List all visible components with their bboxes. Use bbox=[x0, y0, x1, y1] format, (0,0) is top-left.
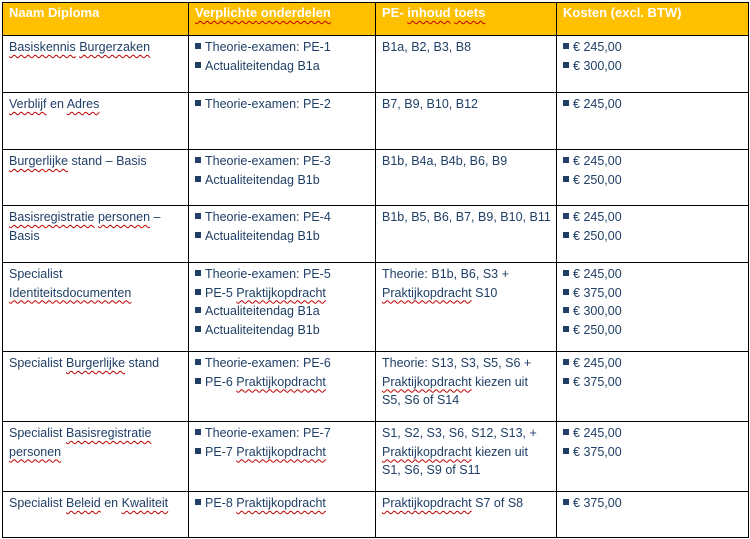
costs-cell bbox=[557, 93, 749, 150]
diploma-name-cell bbox=[3, 150, 189, 206]
required-parts-cell bbox=[189, 150, 376, 206]
header-row bbox=[3, 3, 749, 36]
table-row bbox=[3, 206, 749, 263]
diploma-name-line: Basis bbox=[9, 228, 40, 243]
exam-content-line: B7, B9, B10, B12 bbox=[382, 97, 478, 111]
square-bullet-icon bbox=[195, 43, 201, 49]
diploma-name-cell bbox=[3, 93, 189, 150]
required-parts-cell bbox=[189, 492, 376, 538]
required-parts-line: Theorie-examen: PE-5 bbox=[195, 265, 370, 284]
required-parts-line: PE-6 Praktijkopdracht bbox=[195, 373, 370, 392]
exam-content-cell bbox=[376, 150, 557, 206]
costs-line: € 375,00 bbox=[563, 373, 743, 392]
diploma-name-line: Burgerlijke stand – Basis bbox=[9, 154, 147, 168]
costs-cell bbox=[557, 263, 749, 352]
costs-cell bbox=[557, 352, 749, 422]
table-body bbox=[3, 36, 749, 538]
required-parts-cell bbox=[189, 206, 376, 263]
diploma-name-cell bbox=[3, 492, 189, 538]
square-bullet-icon bbox=[195, 289, 201, 295]
exam-content-cell bbox=[376, 206, 557, 263]
square-bullet-icon bbox=[195, 232, 201, 238]
costs-line: € 375,00 bbox=[563, 494, 743, 513]
square-bullet-icon bbox=[563, 157, 569, 163]
costs-line: € 375,00 bbox=[563, 443, 743, 462]
square-bullet-icon bbox=[563, 448, 569, 454]
costs-line: € 375,00 bbox=[563, 284, 743, 303]
table-row bbox=[3, 492, 749, 538]
square-bullet-icon bbox=[563, 429, 569, 435]
costs-line: € 245,00 bbox=[563, 95, 743, 114]
diploma-name-line: Identiteitsdocumenten bbox=[9, 285, 132, 300]
costs-line: € 245,00 bbox=[563, 265, 743, 284]
square-bullet-icon bbox=[563, 359, 569, 365]
costs-line: € 250,00 bbox=[563, 171, 743, 190]
required-parts-line: Theorie-examen: PE-7 bbox=[195, 424, 370, 443]
required-parts-line: Actualiteitendag B1a bbox=[195, 302, 370, 321]
diploma-name-line: Specialist bbox=[9, 267, 63, 281]
required-parts-line: PE-8 Praktijkopdracht bbox=[195, 494, 370, 513]
costs-cell bbox=[557, 206, 749, 263]
square-bullet-icon bbox=[195, 429, 201, 435]
header-kosten: Kosten (excl. BTW) bbox=[557, 3, 749, 36]
exam-content-line: S1, S2, S3, S6, S12, S13, + bbox=[382, 426, 537, 440]
costs-cell bbox=[557, 36, 749, 93]
square-bullet-icon bbox=[195, 100, 201, 106]
diploma-name-line: Basisregistratie personen – bbox=[9, 210, 161, 224]
required-parts-line: PE-5 Praktijkopdracht bbox=[195, 284, 370, 303]
exam-content-cell bbox=[376, 93, 557, 150]
diploma-name-cell bbox=[3, 206, 189, 263]
square-bullet-icon bbox=[563, 213, 569, 219]
costs-cell bbox=[557, 492, 749, 538]
required-parts-line: Theorie-examen: PE-3 bbox=[195, 152, 370, 171]
square-bullet-icon bbox=[563, 499, 569, 505]
diploma-name-line: Specialist Beleid en Kwaliteit bbox=[9, 496, 169, 510]
square-bullet-icon bbox=[563, 176, 569, 182]
costs-cell bbox=[557, 150, 749, 206]
exam-content-cell bbox=[376, 36, 557, 93]
table-row bbox=[3, 36, 749, 93]
exam-content-cell bbox=[376, 492, 557, 538]
exam-content-cell bbox=[376, 263, 557, 352]
diploma-name-cell bbox=[3, 422, 189, 492]
exam-content-line: Theorie: S13, S3, S5, S6 + bbox=[382, 356, 532, 370]
square-bullet-icon bbox=[195, 176, 201, 182]
square-bullet-icon bbox=[563, 232, 569, 238]
costs-line: € 245,00 bbox=[563, 152, 743, 171]
required-parts-line: Actualiteitendag B1a bbox=[195, 57, 370, 76]
diploma-name-cell bbox=[3, 263, 189, 352]
diploma-name-cell bbox=[3, 352, 189, 422]
costs-line: € 300,00 bbox=[563, 57, 743, 76]
exam-content-cell bbox=[376, 352, 557, 422]
square-bullet-icon bbox=[563, 100, 569, 106]
exam-content-line: S1, S6, S9 of S11 bbox=[382, 463, 481, 477]
square-bullet-icon bbox=[563, 307, 569, 313]
required-parts-line: Theorie-examen: PE-6 bbox=[195, 354, 370, 373]
square-bullet-icon bbox=[195, 213, 201, 219]
required-parts-line: Actualiteitendag B1b bbox=[195, 171, 370, 190]
required-parts-line: Theorie-examen: PE-2 bbox=[195, 95, 370, 114]
square-bullet-icon bbox=[195, 62, 201, 68]
required-parts-cell bbox=[189, 422, 376, 492]
required-parts-line: PE-7 Praktijkopdracht bbox=[195, 443, 370, 462]
exam-content-line: B1b, B4a, B4b, B6, B9 bbox=[382, 154, 508, 168]
square-bullet-icon bbox=[563, 43, 569, 49]
required-parts-line: Actualiteitendag B1b bbox=[195, 321, 370, 340]
costs-cell bbox=[557, 422, 749, 492]
costs-line: € 300,00 bbox=[563, 302, 743, 321]
square-bullet-icon bbox=[563, 326, 569, 332]
exam-content-line: Praktijkopdracht kiezen uit bbox=[382, 374, 528, 389]
costs-line: € 245,00 bbox=[563, 38, 743, 57]
exam-content-line: Praktijkopdracht S10 bbox=[382, 285, 498, 300]
required-parts-cell bbox=[189, 36, 376, 93]
required-parts-cell bbox=[189, 352, 376, 422]
required-parts-line: Actualiteitendag B1b bbox=[195, 227, 370, 246]
square-bullet-icon bbox=[195, 157, 201, 163]
exam-content-line: B1b, B5, B6, B7, B9, B10, B11 bbox=[382, 210, 551, 224]
header-pe-inhoud-toets: PE- inhoud toets bbox=[376, 3, 557, 36]
exam-content-line: S5, S6 of S14 bbox=[382, 393, 460, 407]
diploma-table bbox=[2, 2, 749, 538]
diploma-name-line: personen bbox=[9, 444, 62, 459]
diploma-name-line: Verblijf en Adres bbox=[9, 97, 100, 111]
diploma-name-line: Specialist Burgerlijke stand bbox=[9, 356, 160, 370]
header-verplichte-onderdelen: Verplichte onderdelen bbox=[189, 3, 376, 36]
required-parts-line: Theorie-examen: PE-4 bbox=[195, 208, 370, 227]
square-bullet-icon bbox=[195, 448, 201, 454]
square-bullet-icon bbox=[563, 378, 569, 384]
square-bullet-icon bbox=[195, 270, 201, 276]
diploma-name-cell bbox=[3, 36, 189, 93]
exam-content-line: Praktijkopdracht kiezen uit bbox=[382, 444, 528, 459]
table-row bbox=[3, 422, 749, 492]
square-bullet-icon bbox=[195, 359, 201, 365]
table-row bbox=[3, 263, 749, 352]
required-parts-cell bbox=[189, 93, 376, 150]
table-row bbox=[3, 352, 749, 422]
square-bullet-icon bbox=[563, 62, 569, 68]
diploma-name-line: Specialist Basisregistratie bbox=[9, 426, 152, 440]
square-bullet-icon bbox=[195, 307, 201, 313]
exam-content-line: B1a, B2, B3, B8 bbox=[382, 40, 472, 54]
required-parts-line: Theorie-examen: PE-1 bbox=[195, 38, 370, 57]
square-bullet-icon bbox=[563, 289, 569, 295]
required-parts-cell bbox=[189, 263, 376, 352]
square-bullet-icon bbox=[195, 326, 201, 332]
costs-line: € 245,00 bbox=[563, 354, 743, 373]
square-bullet-icon bbox=[563, 270, 569, 276]
costs-line: € 250,00 bbox=[563, 321, 743, 340]
header-naam-diploma: Naam Diploma bbox=[3, 3, 189, 36]
costs-line: € 245,00 bbox=[563, 424, 743, 443]
exam-content-line: Theorie: B1b, B6, S3 + bbox=[382, 267, 509, 281]
costs-line: € 250,00 bbox=[563, 227, 743, 246]
exam-content-cell bbox=[376, 422, 557, 492]
square-bullet-icon bbox=[195, 499, 201, 505]
table-row bbox=[3, 150, 749, 206]
exam-content-line: Praktijkopdracht S7 of S8 bbox=[382, 496, 524, 510]
diploma-name-line: Basiskennis Burgerzaken bbox=[9, 40, 151, 54]
table-row bbox=[3, 93, 749, 150]
costs-line: € 245,00 bbox=[563, 208, 743, 227]
square-bullet-icon bbox=[195, 378, 201, 384]
